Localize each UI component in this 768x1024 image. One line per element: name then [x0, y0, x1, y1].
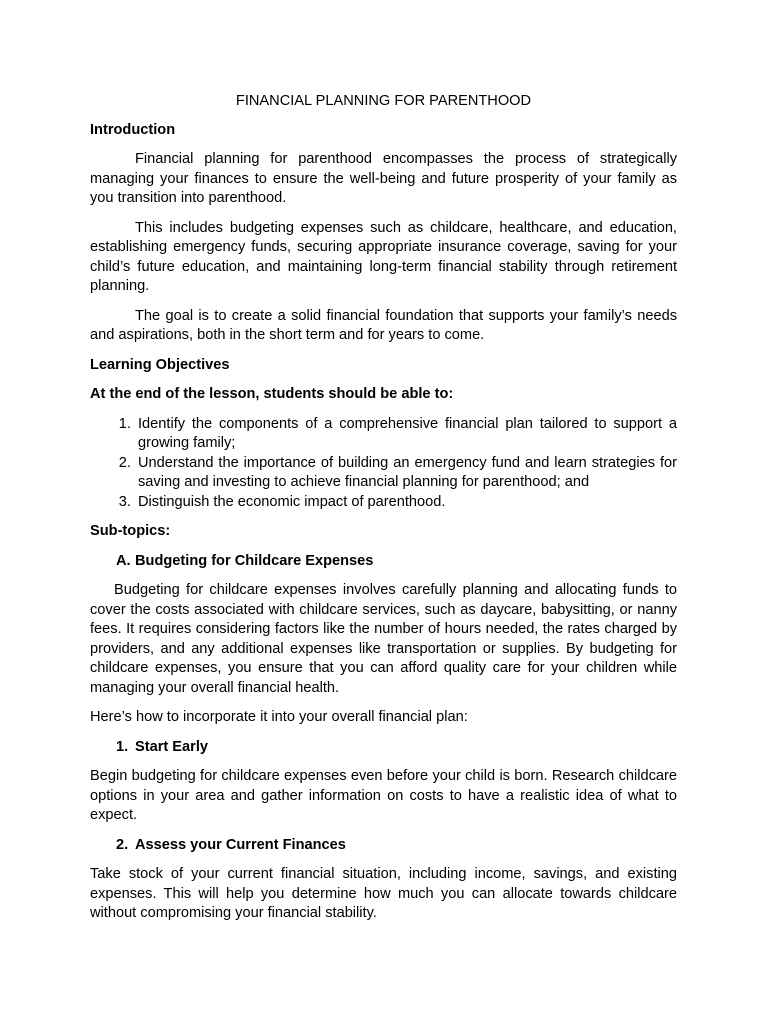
document-title: FINANCIAL PLANNING FOR PARENTHOOD	[235, 93, 532, 109]
step-2-text: Take stock of your current financial situation, including income, savings, and existing expenses. This will help you determine how much you can allocate towards childcare without compromising your financial stability.	[90, 866, 677, 921]
step-2-marker: 2.	[116, 836, 129, 853]
intro-paragraph-1: Financial planning for parenthood encompasses the process of strategically managing your finances to ensure the well-being and future prosperity of your family as you transition into parenthood.	[90, 151, 677, 206]
subtopic-a-lead: Here’s how to incorporate it into your overall financial plan:	[90, 709, 468, 725]
step-2-heading	[90, 836, 677, 856]
learning-objectives-heading: Learning Objectives	[90, 356, 230, 373]
learning-objectives-lead: At the end of the lesson, students should be able to:	[90, 386, 454, 402]
objective-item-3: 3. Distinguish the economic impact of parenthood.	[135, 493, 677, 513]
subtopic-a-paragraph: Budgeting for childcare expenses involves carefully planning and allocating funds to cover the costs associated with childcare services, such as daycare, babysitting, or nanny fees. It requires considering factors like the number of hours needed, the rates charged by providers, and any additional expenses like transportation or supplies. By budgeting for childcare expenses, you ensure that you can afford quality care for your children while managing your overall financial health.	[90, 582, 677, 696]
intro-paragraph-2: This includes budgeting expenses such as childcare, healthcare, and education, establishing emergency funds, securing appropriate insurance coverage, saving for your child’s future education, and maintaining long-term financial stability through retirement planning.	[90, 219, 677, 294]
step-1-marker: 1.	[116, 738, 129, 755]
step-1-title: Start Early	[135, 738, 209, 755]
introduction-heading: Introduction	[90, 121, 176, 138]
subtopic-a-heading	[90, 552, 677, 572]
step-1-text: Begin budgeting for childcare expenses even before your child is born. Research childcare options in your area and gather information on costs to have a realistic idea of what to expect.	[90, 768, 677, 823]
objectives-list	[90, 415, 677, 513]
objective-item-1: 1. Identify the components of a comprehensive financial plan tailored to support a growing family;	[135, 415, 677, 454]
objective-item-2: 2. Understand the importance of building an emergency fund and learn strategies for saving and investing to achieve financial planning for parenthood; and	[135, 454, 677, 493]
intro-paragraph-3: The goal is to create a solid financial foundation that supports your family’s needs and aspirations, both in the short term and for years to come.	[90, 307, 677, 343]
step-1-heading	[90, 738, 677, 758]
subtopic-a-marker: A.	[116, 552, 131, 569]
subtopic-a-title: Budgeting for Childcare Expenses	[135, 552, 374, 569]
step-2-title: Assess your Current Finances	[135, 836, 346, 853]
subtopics-heading: Sub-topics:	[90, 523, 171, 539]
